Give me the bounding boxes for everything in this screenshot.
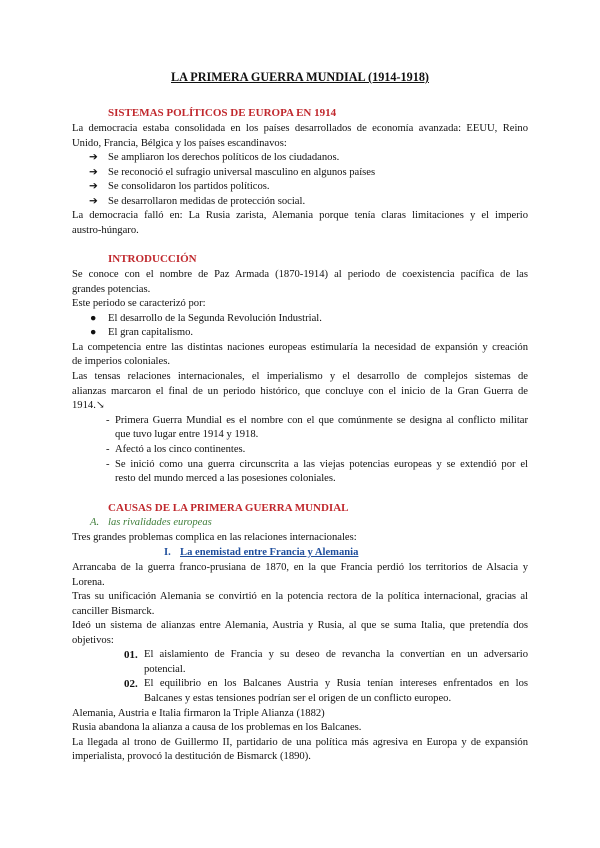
paragraph-line: Tras su unificación Alemania se convirtió en la potencia rectora de la política internacional, gracias al [72, 591, 528, 602]
roman-marker: I. [164, 547, 171, 558]
list-item: Se consolidaron los partidos políticos. [108, 181, 270, 192]
paragraph-line: de imperios coloniales. [72, 356, 170, 367]
arrow-bullet-icon: ➔ [89, 167, 98, 178]
list-item: El gran capitalismo. [108, 327, 194, 338]
arrow-bullet-icon: ➔ [89, 196, 98, 207]
paragraph-line: La competencia entre las distintas naciones europeas estimularía la necesidad de expansión y creación [72, 342, 528, 353]
bullet-dot-icon: ● [90, 327, 97, 338]
list-item-continuation: resto del mundo merced a las posesiones coloniales. [115, 473, 336, 484]
paragraph-line: Se conoce con el nombre de Paz Armada (1870-1914) al periodo de coexistencia pacífica de las [72, 269, 528, 280]
document-title: LA PRIMERA GUERRA MUNDIAL (1914-1918) [171, 70, 429, 84]
list-item: Se ampliaron los derechos políticos de los ciudadanos. [108, 152, 340, 163]
paragraph-line: imperialista, provocó la destitución de Bismarck (1890). [72, 751, 311, 762]
paragraph-line: La llegada al trono de Guillermo II, partidario de una política más agresiva en Europa y de expansión [72, 737, 528, 748]
list-item-continuation: que tuvo lugar entre 1914 y 1918. [115, 429, 259, 440]
list-item: Se inició como una guerra circunscrita a las viejas potencias europeas y se extendió por el [115, 459, 528, 470]
section-heading-causas: CAUSAS DE LA PRIMERA GUERRA MUNDIAL [108, 502, 349, 514]
dash-bullet: - [106, 415, 110, 426]
paragraph-line: Lorena. [72, 577, 105, 588]
bullet-dot-icon: ● [90, 313, 97, 324]
list-item: El desarrollo de la Segunda Revolución Industrial. [108, 313, 322, 324]
section-heading-sistemas: SISTEMAS POLÍTICOS DE EUROPA EN 1914 [108, 107, 337, 119]
paragraph-line: Rusia abandona la alianza a causa de los problemas en los Balcanes. [72, 722, 362, 733]
paragraph-line: Ideó un sistema de alianzas entre Alemania, Austria y Rusia, al que se suma Italia, que pretendía dos [72, 620, 528, 631]
paragraph-line: Unido, Francia, Bélgica y los países escandinavos: [72, 138, 287, 149]
paragraph-line: Este periodo se caracterizó por: [72, 298, 206, 309]
list-item: Se reconoció el sufragio universal masculino en algunos países [108, 167, 376, 178]
section-heading-introduccion: INTRODUCCIÓN [108, 253, 197, 265]
objective-number: 01. [124, 649, 138, 661]
paragraph-line: Alemania, Austria e Italia firmaron la Triple Alianza (1882) [72, 708, 325, 719]
subsection-marker: A. [90, 517, 100, 528]
paragraph-line: Tres grandes problemas complica en las relaciones internacionales: [72, 532, 357, 543]
paragraph-line: La democracia falló en: La Rusia zarista, Alemania porque tenía claras limitaciones y el imperio [72, 210, 528, 221]
paragraph-line: grandes potencias. [72, 284, 151, 295]
paragraph-line: canciller Bismarck. [72, 606, 155, 617]
dash-bullet: - [106, 444, 110, 455]
dash-bullet: - [106, 459, 110, 470]
objective-line: El equilibrio en los Balcanes Austria y Rusia tenían intereses enfrentados en los [144, 678, 528, 689]
objective-number: 02. [124, 678, 138, 690]
objective-line: Balcanes y estas tensiones podrían ser el origen de un conflicto europeo. [144, 693, 452, 704]
list-item: Se desarrollaron medidas de protección social. [108, 196, 306, 207]
subsection-heading: las rivalidades europeas [108, 517, 212, 528]
paragraph-line: Arrancaba de la guerra franco-prusiana de 1870, en la que Francia perdió los territorios de Alsacia y [72, 562, 528, 573]
arrow-bullet-icon: ➔ [89, 152, 98, 163]
paragraph-line: alianzas marcaron el final de un periodo histórico, que concluye con el inicio de la Gran Guerra de [72, 386, 528, 397]
paragraph-line: 1914.↘ [72, 400, 105, 411]
paragraph-line: austro-húngaro. [72, 225, 139, 236]
objective-line: El aislamiento de Francia y su deseo de revancha la convertían en un adversario [144, 649, 528, 660]
paragraph-line: Las tensas relaciones internacionales, el imperialismo y el desarrollo de complejos sistemas de [72, 371, 528, 382]
paragraph-line: objetivos: [72, 635, 114, 646]
paragraph-line: La democracia estaba consolidada en los países desarrollados de economía avanzada: EEUU, Reino [72, 123, 528, 134]
objective-line: potencial. [144, 664, 186, 675]
roman-heading: La enemistad entre Francia y Alemania [180, 547, 359, 558]
arrow-bullet-icon: ➔ [89, 181, 98, 192]
list-item: Afectó a los cinco continentes. [115, 444, 246, 455]
list-item: Primera Guerra Mundial es el nombre con el que comúnmente se designa al conflicto militar [115, 415, 528, 426]
